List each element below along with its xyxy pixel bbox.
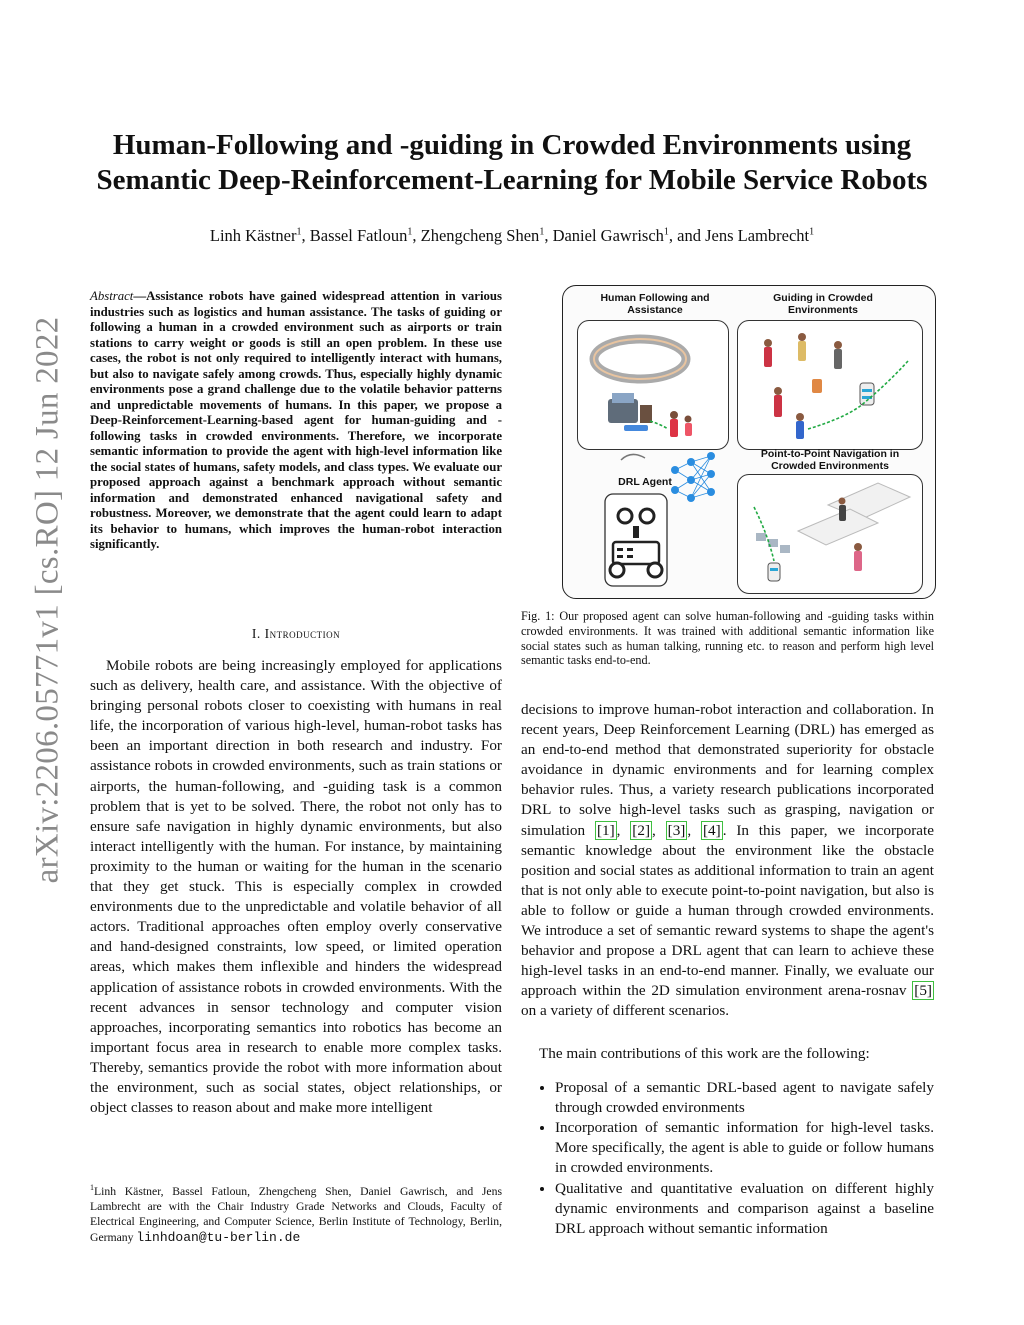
- panel-title-guiding: Guiding in Crowded Environments: [773, 292, 873, 316]
- figure-1: [562, 285, 936, 599]
- author: Bassel Fatloun: [309, 226, 408, 245]
- guiding-illustration: [738, 321, 922, 449]
- author: and Jens Lambrecht: [677, 226, 810, 245]
- human-following-illustration: [578, 321, 728, 449]
- figure-caption: Fig. 1: Our proposed agent can solve human-following and -guiding tasks within crowded environments. It was trained with additional semantic information like social states such as human talking, running etc. to reason and perform high level semantic tasks end-to-end.: [521, 609, 934, 668]
- author: Zhengcheng Shen: [420, 226, 540, 245]
- paper-title: Human-Following and -guiding in Crowded Environments using Semantic Deep-Reinforcement-Learning for Mobile Service Robots: [96, 129, 928, 196]
- abstract: Abstract—Assistance robots have gained widespread attention in various industries such as logistics and human assistance. The tasks of guiding or following a human in a crowded environment such as airports or train stations to carry weight or goods is still an open problem. In these use cases, the robot is not only required to intelligently interact with humans, but also to navigate safely among crowds. Thus, especially highly dynamic environments pose a grand challenge due to the volatile behavior patterns and unpredictable movements of humans. In this paper, we propose a Deep-Reinforcement-Learning-based agent for human-guiding and -following tasks in crowded environments. Therefore, we incorporate semantic information to provide the agent with high-level information like the social states of humans, safety models, and class types. We evaluate our proposed approach against a benchmark approach without semantic information and demonstrated enhanced navigational safety and robustness. Moreover, we demonstrate that the agent could learn to adapt its behavior to humans, which improves the human-robot interaction significantly.: [90, 289, 502, 551]
- drl-agent-illustration: [591, 452, 741, 594]
- citation-link[interactable]: [5]: [914, 982, 932, 1000]
- author: Linh Kästner: [209, 226, 297, 245]
- contributions: The main contributions of this work are the following: • Proposal of a semantic DRL-based agent to navigate safely through crowded environments • Incorporation of semantic information for high-level tasks. More specifically, the agent is able to guide or follow humans in crowded environments. • Qualitative and quantitative evaluation on different highly dynamic environments and comparison against a baseline DRL approach without semantic information: [521, 1044, 934, 1239]
- panel-title-p2p: Point-to-Point Navigation in Crowded Environments: [760, 448, 900, 472]
- point-to-point-illustration: [738, 475, 922, 593]
- introduction-paragraph: Mobile robots are being increasingly employed for applications such as delivery, health care, and assistance. With the objective of bringing personal robots closer to coexisting with humans in real life, the incorporation of various high-level, human-robot tasks has been an important direction in both research and industry. For assistance robots in crowded environments, such as train stations or airports, the human-following, and -guiding task is a common problem that is yet to be solved. There, the robot not only has to ensure safe navigation in highly dynamic environments, but also interact intelligently with the human. For instance, by maintaining proximity to the human or waiting for the human in the scenario that they get stuck. This is especially complex in crowded environments due to the unpredictable and volatile behavior of all actors. Traditional approaches often employ overly conservative and hand-designed constraints, low speed, or limited operation areas, which makes them inflexible and hinders the widespread application of assistance robots in crowded environments. With the recent advances in sensor technology and computer vision approaches, incorporating semantics into robotics has become an important focus area in research to enable more complex tasks. Thereby, semantics provide the robot with more information about the environment, such as social states, object relationships, or object classes to reason about and make more intelligent: [90, 657, 502, 1117]
- panel-following: [577, 320, 729, 450]
- section-heading: I. Introduction: [251, 626, 341, 641]
- email-link[interactable]: linhdoan@tu-berlin.de: [136, 1229, 301, 1245]
- panel-p2p: [737, 474, 923, 594]
- list-item: • Proposal of a semantic DRL-based agent to navigate safely through crowded environments: [555, 1078, 934, 1118]
- panel-guiding: [737, 320, 923, 450]
- arxiv-stamp: arXiv:2206.05771v1 [cs.RO] 12 Jun 2022: [29, 316, 66, 884]
- contribution-list: [521, 1078, 934, 1239]
- affiliation-footnote: $^1$Linh Kästner, Bassel Fatloun, Zhengcheng Shen, Daniel Gawrisch, and Jens Lambrecht are with the Chair Industry Grade Networks and Clouds, Faculty of Electrical Engineering, and Computer Science, Berlin Institute of Technology, Berlin, Germany linhdoan@tu-berlin.de: [90, 1183, 502, 1245]
- citation-link[interactable]: [3]: [667, 821, 686, 839]
- list-item: • Incorporation of semantic information for high-level tasks. More specifically, the agent is able to guide or follow humans in crowded environments.: [555, 1118, 934, 1178]
- panel-title-following: Human Following and Assistance: [600, 292, 710, 316]
- list-item: • Qualitative and quantitative evaluation on different highly dynamic environments and comparison against a baseline DRL approach without semantic information: [555, 1179, 934, 1239]
- citation-link[interactable]: [2]: [632, 821, 651, 839]
- right-column-paragraph: decisions to improve human-robot interaction and collaboration. In recent years, Deep Reinforcement Learning (DRL) has emerged as an end-to-end method that demonstrated superiority for obstacle avoidance in dynamic environments and for learning complex behavior rules. Thus, a variety research publications incorporated DRL to solve high-level tasks such as grasping, navigation or simulation [1] , [2] , [3] , [4] . In this paper, we incorporate semantic knowledge about the environment like the obstacle position and social states as additional information to train an agent that is not only able to execute point-to-point navigation, but also is able to follow or guide a human through crowded environments. We introduce a set of semantic reward systems to shape the agent's behavior and propose a DRL agent that can learn to achieve these high-level tasks in an end-to-end manner. Finally, we evaluate our approach within the 2D simulation environment arena-rosnav [5] on a variety of different scenarios.: [521, 701, 935, 1020]
- citation-link[interactable]: [4]: [702, 821, 721, 839]
- drl-agent-label: DRL Agent: [618, 476, 672, 488]
- author: Daniel Gawrisch: [552, 226, 664, 245]
- citation-link[interactable]: [1]: [596, 821, 615, 839]
- author-list: Linh Kästner$^1$, Bassel Fatloun$^1$, Zhengcheng Shen$^1$, Daniel Gawrisch$^1$, and Jens Lambrecht$^1$: [209, 226, 815, 245]
